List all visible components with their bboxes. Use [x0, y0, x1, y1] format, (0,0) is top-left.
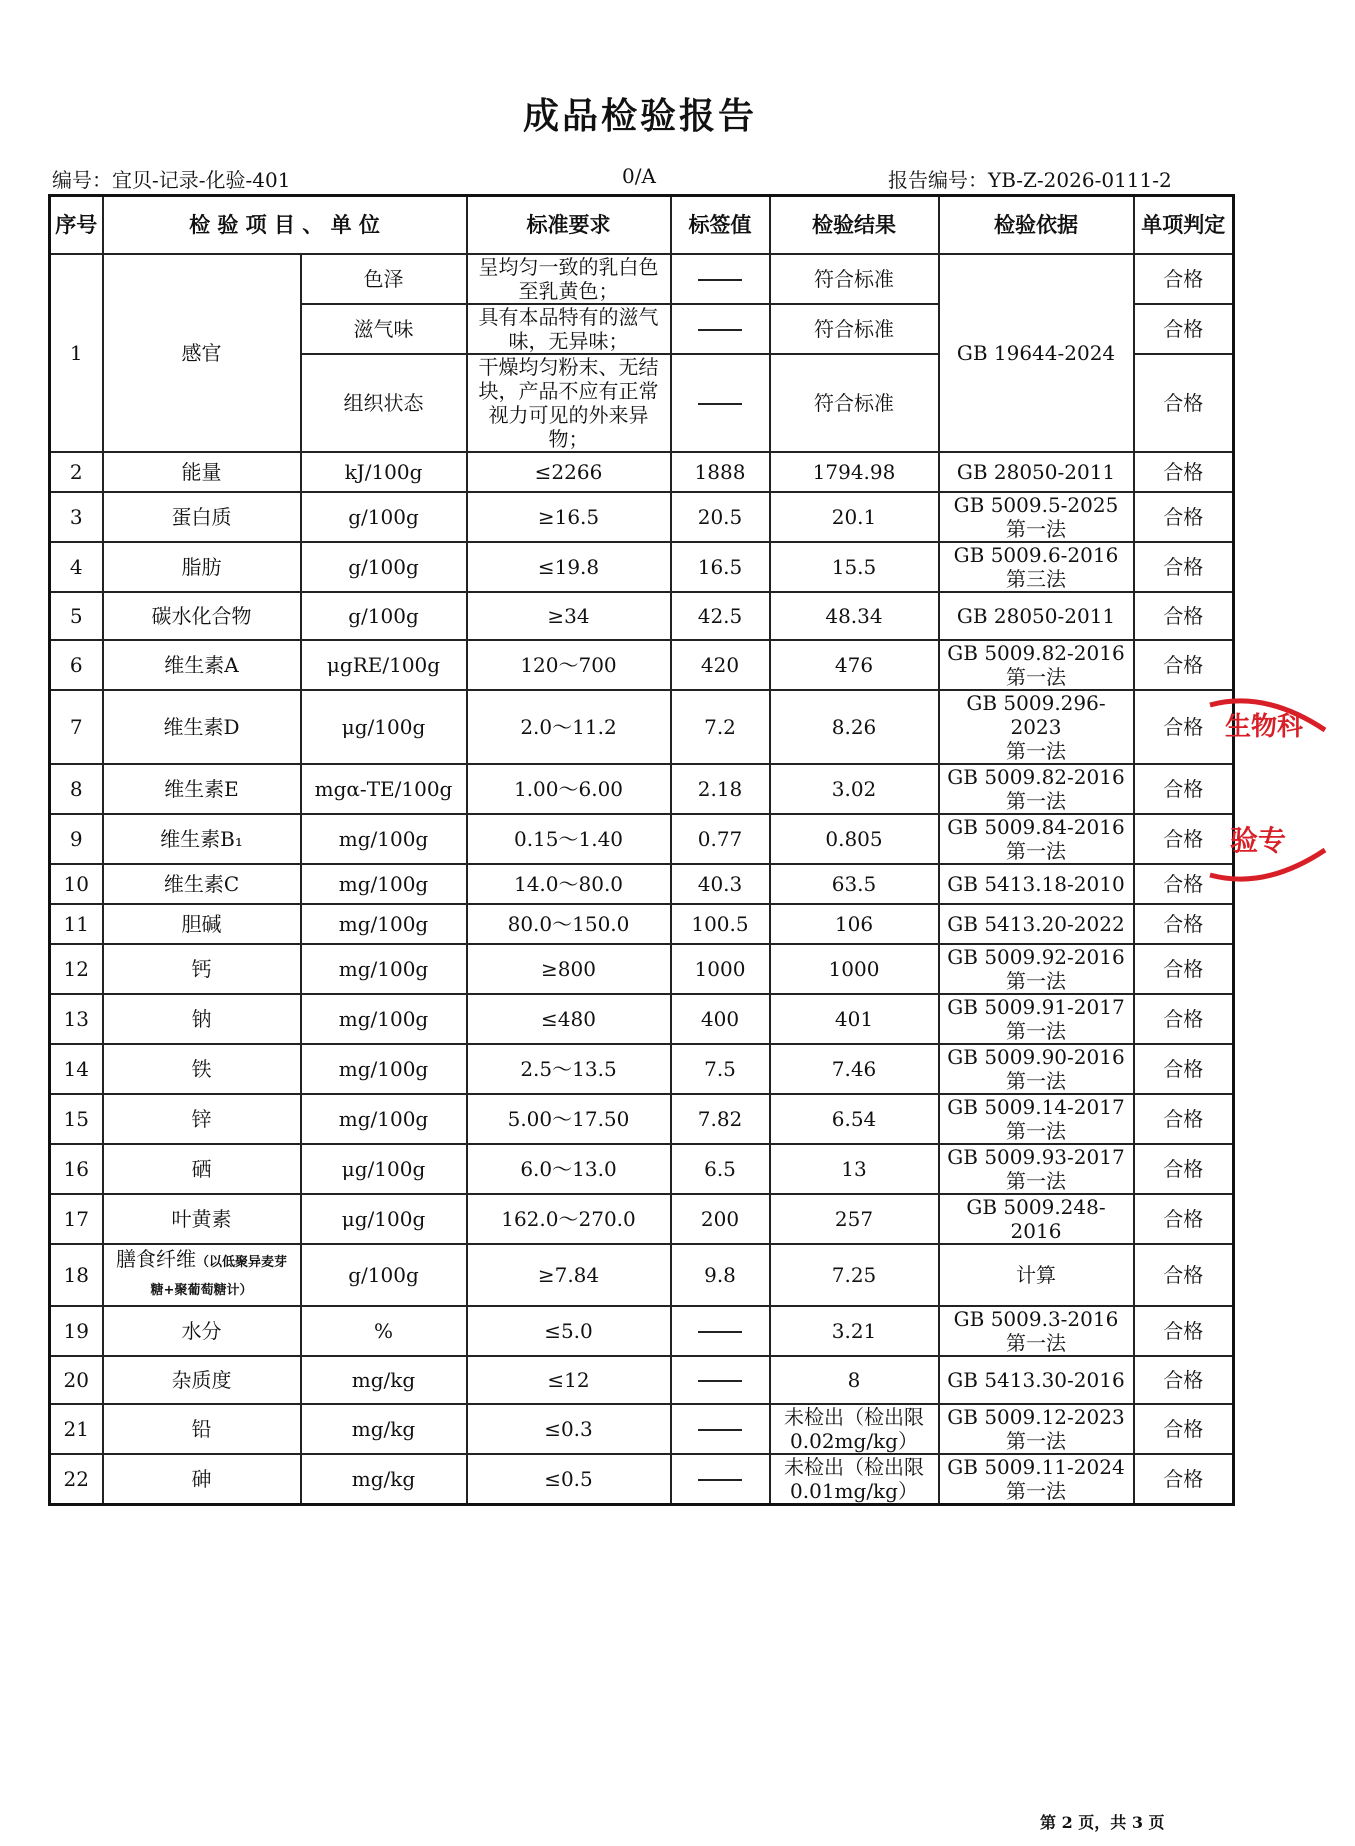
col-header-label: 标签值: [671, 196, 770, 254]
table-row: [50, 1194, 1234, 1244]
row-standard: ≤5.0: [467, 1306, 671, 1356]
page-footer: 第 2 页，共 3 页: [1040, 1813, 1165, 1832]
row-result: 7.46: [770, 1044, 939, 1094]
row-method-line1: GB 5009.5-2025: [953, 492, 1119, 517]
row-unit: mg/100g: [301, 904, 467, 944]
row-unit: mg/100g: [301, 994, 467, 1044]
row-result: 8.26: [770, 690, 939, 764]
row-judge: 合格: [1134, 254, 1234, 304]
row-judge: 合格: [1134, 640, 1234, 690]
row-judge: 合格: [1134, 492, 1234, 542]
row-result: 48.34: [770, 592, 939, 640]
table-row: [50, 690, 1234, 764]
row-item: 维生素D: [103, 690, 301, 764]
row-item: 铅: [103, 1404, 301, 1454]
row-no: 21: [50, 1404, 103, 1454]
row-judge: 合格: [1134, 944, 1234, 994]
svg-text:验专: 验专: [1230, 824, 1287, 857]
row-standard: 2.5～13.5: [467, 1044, 671, 1094]
row-standard: 0.15～1.40: [467, 814, 671, 864]
row-unit: g/100g: [301, 1244, 467, 1306]
row-item: 钙: [103, 944, 301, 994]
row-standard: 162.0～270.0: [467, 1194, 671, 1244]
table-row: [50, 1454, 1234, 1505]
row-subitem: 组织状态: [301, 354, 467, 452]
row-unit: %: [301, 1306, 467, 1356]
row-judge: 合格: [1134, 1194, 1234, 1244]
row-no: 7: [50, 690, 103, 764]
row-label-value: [671, 354, 770, 452]
empty-dash: [698, 403, 742, 405]
row-method: GB 19644-2024: [939, 254, 1134, 452]
row-label-value: 0.77: [671, 814, 770, 864]
row-method-line1: GB 5413.20-2022: [947, 911, 1125, 936]
row-standard: ≥800: [467, 944, 671, 994]
row-method: 计算: [939, 1244, 1134, 1306]
row-result: 476: [770, 640, 939, 690]
row-method: [939, 1306, 1134, 1356]
empty-dash: [698, 1479, 742, 1481]
table-row: [50, 1404, 1234, 1454]
row-label-value: [671, 1404, 770, 1454]
row-standard: 干燥均匀粉末、无结块，产品不应有正常视力可见的外来异物；: [467, 354, 671, 452]
row-result: 7.25: [770, 1244, 939, 1306]
row-standard: ≥7.84: [467, 1244, 671, 1306]
row-no: 11: [50, 904, 103, 944]
row-method: [939, 864, 1134, 904]
row-no: 2: [50, 452, 103, 492]
row-method-line1: GB 5009.6-2016: [953, 542, 1119, 567]
row-label-value: 7.82: [671, 1094, 770, 1144]
row-judge: 合格: [1134, 1454, 1234, 1505]
document-code: 编号：宜贝-记录-化验-401: [52, 168, 291, 192]
row-method: [939, 944, 1134, 994]
row-no: 6: [50, 640, 103, 690]
row-item: 锌: [103, 1094, 301, 1144]
row-judge: 合格: [1134, 1244, 1234, 1306]
seal-graphic: [1205, 690, 1355, 890]
row-method-line1: GB 28050-2011: [956, 603, 1116, 628]
row-method-line1: GB 5009.296-2023: [966, 690, 1106, 739]
empty-dash: [698, 279, 742, 281]
row-method-line1: GB 5009.12-2023: [947, 1404, 1125, 1429]
row-result: 257: [770, 1194, 939, 1244]
row-judge: 合格: [1134, 354, 1234, 452]
row-item: 维生素A: [103, 640, 301, 690]
row-method: [939, 1044, 1134, 1094]
table-row: [50, 1356, 1234, 1404]
row-no: 20: [50, 1356, 103, 1404]
row-method-line2: 第一法: [1006, 1330, 1066, 1355]
row-result: 6.54: [770, 1094, 939, 1144]
row-standard: ≥34: [467, 592, 671, 640]
table-row: [50, 542, 1234, 592]
row-no: 19: [50, 1306, 103, 1356]
row-no: 18: [50, 1244, 103, 1306]
table-row: [50, 640, 1234, 690]
table-header-row: [50, 196, 1234, 254]
row-result: [770, 1454, 939, 1505]
table-row: [50, 1094, 1234, 1144]
row-method-line1: GB 5009.93-2017: [947, 1144, 1125, 1169]
row-judge: 合格: [1134, 994, 1234, 1044]
row-method-line1: GB 5009.248-2016: [966, 1194, 1106, 1243]
row-result-line1: 未检出（检出限: [784, 1404, 924, 1429]
row-method: [939, 904, 1134, 944]
row-label-value: [671, 304, 770, 354]
col-header-no: 序号: [50, 196, 103, 254]
row-result: 符合标准: [770, 254, 939, 304]
row-unit: g/100g: [301, 542, 467, 592]
row-result: [770, 1306, 939, 1356]
row-item: 砷: [103, 1454, 301, 1505]
row-result: 1794.98: [770, 452, 939, 492]
table-row: [50, 592, 1234, 640]
row-item: 蛋白质: [103, 492, 301, 542]
row-judge: 合格: [1134, 592, 1234, 640]
row-method-line2: 第一法: [1006, 788, 1066, 813]
table-row: [50, 492, 1234, 542]
row-method-line2: 第一法: [1006, 516, 1066, 541]
row-judge: 合格: [1134, 1306, 1234, 1356]
row-judge: 合格: [1134, 814, 1234, 864]
row-result: 符合标准: [770, 354, 939, 452]
row-unit: mg/kg: [301, 1454, 467, 1505]
row-no: 17: [50, 1194, 103, 1244]
row-result: 15.5: [770, 542, 939, 592]
table-row: [50, 814, 1234, 864]
empty-dash: [698, 1380, 742, 1382]
row-no: 9: [50, 814, 103, 864]
row-label-value: 9.8: [671, 1244, 770, 1306]
row-method: [939, 1356, 1134, 1404]
inspection-table: [48, 194, 1235, 1506]
row-no: 13: [50, 994, 103, 1044]
row-label-value: 20.5: [671, 492, 770, 542]
row-no: 3: [50, 492, 103, 542]
row-result: 13: [770, 1144, 939, 1194]
row-method: [939, 452, 1134, 492]
row-method: [939, 1194, 1134, 1244]
row-subitem: 色泽: [301, 254, 467, 304]
row-standard: 1.00～6.00: [467, 764, 671, 814]
table-row: [50, 994, 1234, 1044]
row-label-value: [671, 1306, 770, 1356]
row-judge: 合格: [1134, 1356, 1234, 1404]
row-method-line2: 第一法: [1006, 1018, 1066, 1043]
row-label-value: [671, 1454, 770, 1505]
row-no: 15: [50, 1094, 103, 1144]
row-item: 维生素B₁: [103, 814, 301, 864]
row-label-value: 2.18: [671, 764, 770, 814]
row-item: 铁: [103, 1044, 301, 1094]
row-result: 401: [770, 994, 939, 1044]
row-item: 叶黄素: [103, 1194, 301, 1244]
row-no: 14: [50, 1044, 103, 1094]
row-unit: mg/100g: [301, 944, 467, 994]
row-method: [939, 1404, 1134, 1454]
row-method-line1: GB 5009.82-2016: [947, 640, 1125, 665]
row-method-line1: GB 5009.3-2016: [953, 1306, 1119, 1331]
row-no: 22: [50, 1454, 103, 1505]
row-item: 水分: [103, 1306, 301, 1356]
row-label-value: 7.5: [671, 1044, 770, 1094]
row-method: [939, 690, 1134, 764]
row-no: 16: [50, 1144, 103, 1194]
row-method: [939, 1094, 1134, 1144]
row-judge: 合格: [1134, 1044, 1234, 1094]
row-method-line2: 第一法: [1006, 1118, 1066, 1143]
row-standard: 14.0～80.0: [467, 864, 671, 904]
row-no: 4: [50, 542, 103, 592]
row-item: 维生素C: [103, 864, 301, 904]
row-no: 10: [50, 864, 103, 904]
row-judge: 合格: [1134, 904, 1234, 944]
row-standard: 5.00～17.50: [467, 1094, 671, 1144]
row-result: 106: [770, 904, 939, 944]
row-item: [103, 1244, 301, 1306]
table-row: [50, 1044, 1234, 1094]
row-unit: g/100g: [301, 592, 467, 640]
table-row: [50, 1244, 1234, 1306]
row-method: [939, 994, 1134, 1044]
row-method-line2: 第一法: [1006, 1478, 1066, 1503]
table-row: [50, 764, 1234, 814]
row-label-value: 200: [671, 1194, 770, 1244]
row-unit: mg/100g: [301, 1044, 467, 1094]
row-standard: 2.0～11.2: [467, 690, 671, 764]
row-result-line2: 0.02mg/kg）: [790, 1428, 918, 1453]
row-result: [770, 1356, 939, 1404]
row-judge: 合格: [1134, 764, 1234, 814]
row-judge: 合格: [1134, 864, 1234, 904]
row-method-line2: 第一法: [1006, 664, 1066, 689]
row-standard: ≤0.3: [467, 1404, 671, 1454]
row-unit: mg/kg: [301, 1356, 467, 1404]
row-unit: μg/100g: [301, 1144, 467, 1194]
row-result: 1000: [770, 944, 939, 994]
table-row: [50, 864, 1234, 904]
row-item: 感官: [103, 254, 301, 452]
row-method: [939, 1454, 1134, 1505]
row-standard: 6.0～13.0: [467, 1144, 671, 1194]
document-version: 0/A: [622, 164, 656, 188]
row-unit: mg/kg: [301, 1404, 467, 1454]
col-header-judge: 单项判定: [1134, 196, 1234, 254]
row-method-line1: GB 5009.92-2016: [947, 944, 1125, 969]
row-judge: 合格: [1134, 1404, 1234, 1454]
fiber-item-name: 膳食纤维: [115, 1246, 196, 1271]
row-subitem: 滋气味: [301, 304, 467, 354]
row-method-line1: GB 5009.91-2017: [947, 994, 1125, 1019]
row-method-line1: GB 5009.11-2024: [947, 1454, 1125, 1479]
row-method: [939, 492, 1134, 542]
col-header-standard: 标准要求: [467, 196, 671, 254]
document-title: 成品检验报告: [522, 96, 757, 137]
row-item: 能量: [103, 452, 301, 492]
row-judge: 合格: [1134, 452, 1234, 492]
row-standard: ≤2266: [467, 452, 671, 492]
row-unit: g/100g: [301, 492, 467, 542]
table-row: [50, 904, 1234, 944]
table-row: [50, 1306, 1234, 1356]
col-header-item: 检 验 项 目 、 单 位: [103, 196, 467, 254]
row-standard: ≥16.5: [467, 492, 671, 542]
row-label-value: 1000: [671, 944, 770, 994]
row-label-value: [671, 1356, 770, 1404]
row-standard: 120～700: [467, 640, 671, 690]
row-result: [770, 1404, 939, 1454]
row-unit: μg/100g: [301, 690, 467, 764]
row-method-line2: 第一法: [1006, 1068, 1066, 1093]
row-result: 0.805: [770, 814, 939, 864]
row-item: 维生素E: [103, 764, 301, 814]
row-method: [939, 1144, 1134, 1194]
empty-dash: [698, 1429, 742, 1431]
row-method-line2: 第一法: [1006, 738, 1066, 763]
table-row: [50, 452, 1234, 492]
row-no: 8: [50, 764, 103, 814]
col-header-method: 检验依据: [939, 196, 1134, 254]
table-row: [50, 944, 1234, 994]
row-method-line1: GB 5009.84-2016: [947, 814, 1125, 839]
row-standard: ≤19.8: [467, 542, 671, 592]
row-label-value: [671, 254, 770, 304]
row-method-line2: 第三法: [1006, 566, 1066, 591]
row-item: 碳水化合物: [103, 592, 301, 640]
row-method: [939, 542, 1134, 592]
row-no: 12: [50, 944, 103, 994]
row-standard: ≤12: [467, 1356, 671, 1404]
row-method-line1: GB 5413.18-2010: [947, 871, 1125, 896]
table-row: [50, 1144, 1234, 1194]
row-unit: mg/100g: [301, 1094, 467, 1144]
row-label-value: 6.5: [671, 1144, 770, 1194]
row-label-value: 7.2: [671, 690, 770, 764]
empty-dash: [698, 1331, 742, 1333]
row-standard: 呈均匀一致的乳白色至乳黄色；: [467, 254, 671, 304]
row-label-value: 420: [671, 640, 770, 690]
fiber-item-note: （以低聚异麦芽: [195, 1254, 287, 1270]
row-result: 20.1: [770, 492, 939, 542]
row-item: 脂肪: [103, 542, 301, 592]
row-label-value: 100.5: [671, 904, 770, 944]
row-method-line1: GB 5413.30-2016: [947, 1367, 1125, 1392]
row-judge: 合格: [1134, 1094, 1234, 1144]
fiber-item-note: 糖+聚葡萄糖计）: [150, 1282, 253, 1298]
row-standard: ≤480: [467, 994, 671, 1044]
row-result-line1: 8: [847, 1367, 861, 1392]
row-result-line2: 0.01mg/kg）: [790, 1478, 918, 1503]
row-unit: μg/100g: [301, 1194, 467, 1244]
row-label-value: 16.5: [671, 542, 770, 592]
empty-dash: [698, 329, 742, 331]
row-method-line2: 第一法: [1006, 1428, 1066, 1453]
row-result-line1: 3.21: [831, 1318, 877, 1343]
svg-text:生物科: 生物科: [1225, 712, 1304, 742]
row-unit: μgRE/100g: [301, 640, 467, 690]
row-result: 3.02: [770, 764, 939, 814]
row-standard: 80.0～150.0: [467, 904, 671, 944]
row-no: 1: [50, 254, 103, 452]
row-item: 杂质度: [103, 1356, 301, 1404]
row-item: 钠: [103, 994, 301, 1044]
row-unit: mg/100g: [301, 864, 467, 904]
report-number: 报告编号：YB-Z-2026-0111-2: [888, 168, 1172, 192]
row-method-line1: GB 5009.82-2016: [947, 764, 1125, 789]
row-method-line2: 第一法: [1006, 968, 1066, 993]
row-label-value: 42.5: [671, 592, 770, 640]
row-judge: 合格: [1134, 1144, 1234, 1194]
row-no: 5: [50, 592, 103, 640]
col-header-result: 检验结果: [770, 196, 939, 254]
table-row: [50, 254, 1234, 304]
row-label-value: 400: [671, 994, 770, 1044]
company-seal: [1205, 690, 1304, 890]
row-result: 符合标准: [770, 304, 939, 354]
row-standard: ≤0.5: [467, 1454, 671, 1505]
row-result-line1: 未检出（检出限: [784, 1454, 924, 1479]
row-unit: mgα-TE/100g: [301, 764, 467, 814]
row-method-line1: GB 5009.14-2017: [947, 1094, 1125, 1119]
row-method: [939, 640, 1134, 690]
row-item: 硒: [103, 1144, 301, 1194]
row-unit: kJ/100g: [301, 452, 467, 492]
row-method-line2: 第一法: [1006, 838, 1066, 863]
row-method: [939, 764, 1134, 814]
row-method: [939, 592, 1134, 640]
row-item: 胆碱: [103, 904, 301, 944]
row-method-line1: GB 5009.90-2016: [947, 1044, 1125, 1069]
row-judge: 合格: [1134, 690, 1234, 764]
row-judge: 合格: [1134, 542, 1234, 592]
row-method-line1: GB 28050-2011: [956, 459, 1116, 484]
row-label-value: 40.3: [671, 864, 770, 904]
row-standard: 具有本品特有的滋气味，无异味；: [467, 304, 671, 354]
row-result: 63.5: [770, 864, 939, 904]
row-unit: mg/100g: [301, 814, 467, 864]
row-judge: 合格: [1134, 304, 1234, 354]
row-method-line2: 第一法: [1006, 1168, 1066, 1193]
row-label-value: 1888: [671, 452, 770, 492]
row-method: [939, 814, 1134, 864]
